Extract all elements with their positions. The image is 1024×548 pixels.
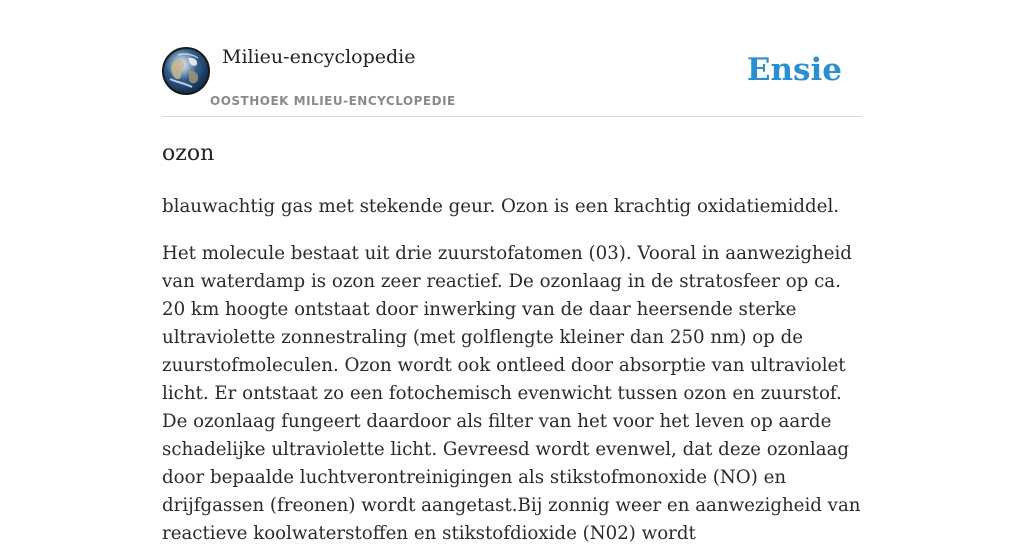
site-header xyxy=(162,0,862,117)
main-content xyxy=(162,0,862,544)
entry-title: ozon xyxy=(162,141,215,166)
entry-definition: blauwachtig gas met stekende geur. Ozon is een krachtig oxidatiemiddel. xyxy=(162,196,840,217)
site-title-link[interactable]: Milieu-encyclopedie xyxy=(222,46,416,68)
ensie-brand-link[interactable]: Ensie xyxy=(746,52,842,88)
site-subtitle: OOSTHOEK MILIEU-ENCYCLOPEDIE xyxy=(210,94,456,108)
entry-body: Het molecule bestaat uit drie zuurstofatomen (03). Vooral in aanwezigheid van waterdamp is ozon zeer reactief. De ozonlaag in de stratosfeer op ca. 20 km hoogte ontstaat door inwerking van de daar heersende sterke ultraviolette zonnestraling (met golflengte kleiner dan 250 nm) op de zuurstofmoleculen. Ozon wordt ook ontleed door absorptie van ultraviolet licht. Er ontstaat zo een fotochemisch evenwicht tussen ozon en zuurstof. De ozonlaag fungeert daardoor als filter van het voor het leven op aarde schadelijke ultraviolette licht. Gevreesd wordt evenwel, dat deze ozonlaag door bepaalde luchtverontreinigingen als stikstofmonoxide (NO) en drijfgassen (freonen) wordt aangetast.Bij zonnig weer en aanwezigheid van reactieve koolwaterstoffen en stikstofdioxide (N02) wordt xyxy=(162,243,861,544)
earth-globe-icon[interactable] xyxy=(162,47,210,95)
